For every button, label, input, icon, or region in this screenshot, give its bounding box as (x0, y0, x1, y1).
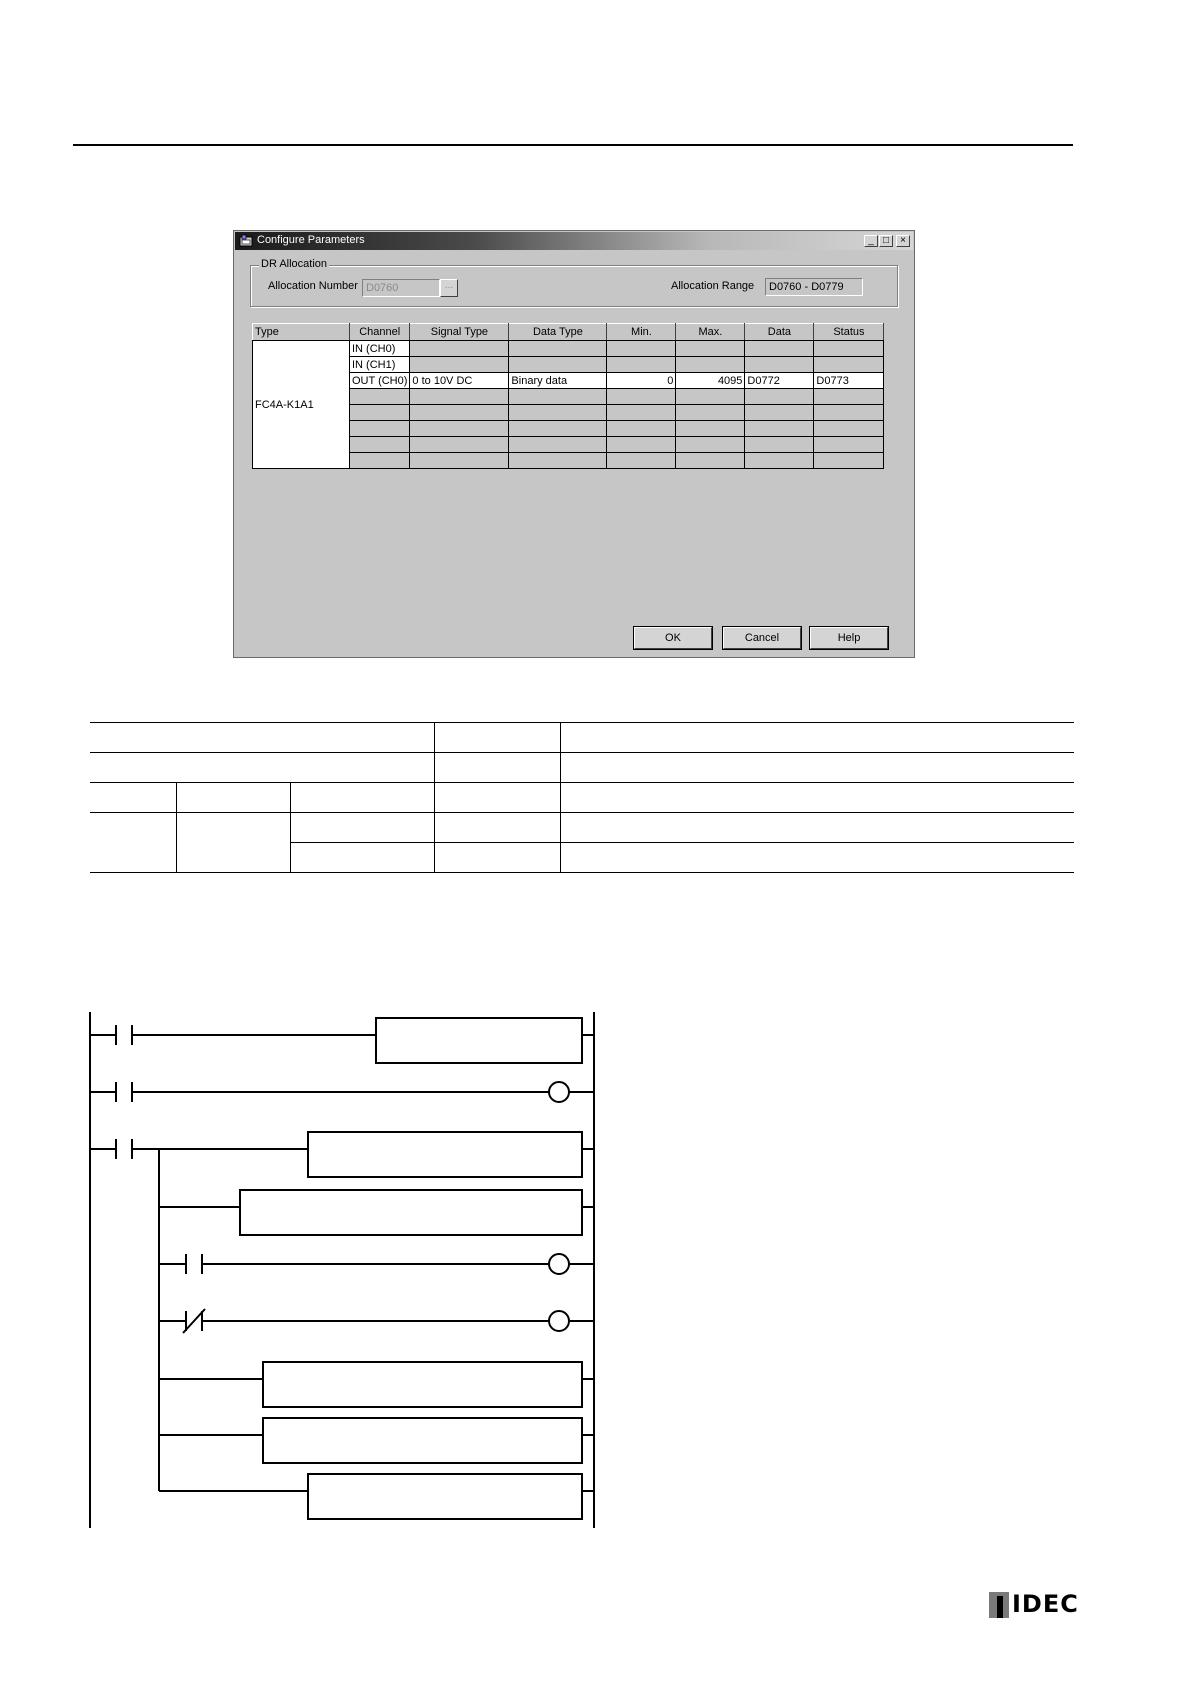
allocation-number-label: Allocation Number (268, 280, 358, 292)
grid-cell[interactable]: IN (CH0) (350, 341, 410, 357)
instruction-box (263, 1418, 582, 1463)
header-max[interactable]: Max. (676, 324, 745, 341)
type-cell[interactable]: FC4A-K1A1 (253, 341, 350, 469)
header-type[interactable]: Type (253, 324, 350, 341)
header-channel[interactable]: Channel (350, 324, 410, 341)
ok-button[interactable]: OK (634, 627, 712, 649)
rung-3 (90, 1132, 594, 1519)
close-button[interactable]: × (896, 235, 910, 247)
header-min[interactable]: Min. (607, 324, 676, 341)
header-data-type[interactable]: Data Type (509, 324, 607, 341)
allocation-range-label: Allocation Range (671, 280, 755, 292)
help-button[interactable]: Help (810, 627, 888, 649)
allocation-number-field[interactable]: D0760 (362, 279, 440, 297)
output-coil (549, 1254, 569, 1274)
instruction-box (308, 1132, 582, 1177)
grid-cell[interactable]: Binary data (509, 373, 607, 389)
maximize-button[interactable]: □ (879, 235, 893, 247)
instruction-box (308, 1474, 582, 1519)
cancel-button[interactable]: Cancel (723, 627, 801, 649)
grid-cell[interactable]: 0 (607, 373, 676, 389)
header-status[interactable]: Status (814, 324, 884, 341)
minimize-button[interactable]: _ (864, 235, 878, 247)
grid-cell[interactable]: 4095 (676, 373, 745, 389)
grid-cell[interactable]: OUT (CH0) (350, 373, 410, 389)
grid-cell[interactable]: IN (CH1) (350, 357, 410, 373)
header-data[interactable]: Data (745, 324, 814, 341)
allocation-range-field: D0760 - D0779 (765, 278, 863, 296)
output-coil (549, 1311, 569, 1331)
rung-1 (90, 1018, 594, 1063)
grid-cell[interactable]: D0773 (814, 373, 884, 389)
rung-2 (90, 1082, 594, 1102)
idec-logo: IDEC (1012, 1590, 1079, 1618)
dr-allocation-label: DR Allocation (261, 258, 328, 270)
idec-logo-bar (997, 1596, 1003, 1618)
grid-cell[interactable]: 0 to 10V DC (410, 373, 509, 389)
grid-cell[interactable]: D0772 (745, 373, 814, 389)
allocation-browse-button[interactable]: ... (440, 279, 458, 297)
instruction-box (376, 1018, 582, 1063)
instruction-box (263, 1362, 582, 1407)
instruction-box (240, 1190, 582, 1235)
header-signal-type[interactable]: Signal Type (410, 324, 509, 341)
output-coil (549, 1082, 569, 1102)
dialog-title: Configure Parameters (257, 234, 365, 246)
